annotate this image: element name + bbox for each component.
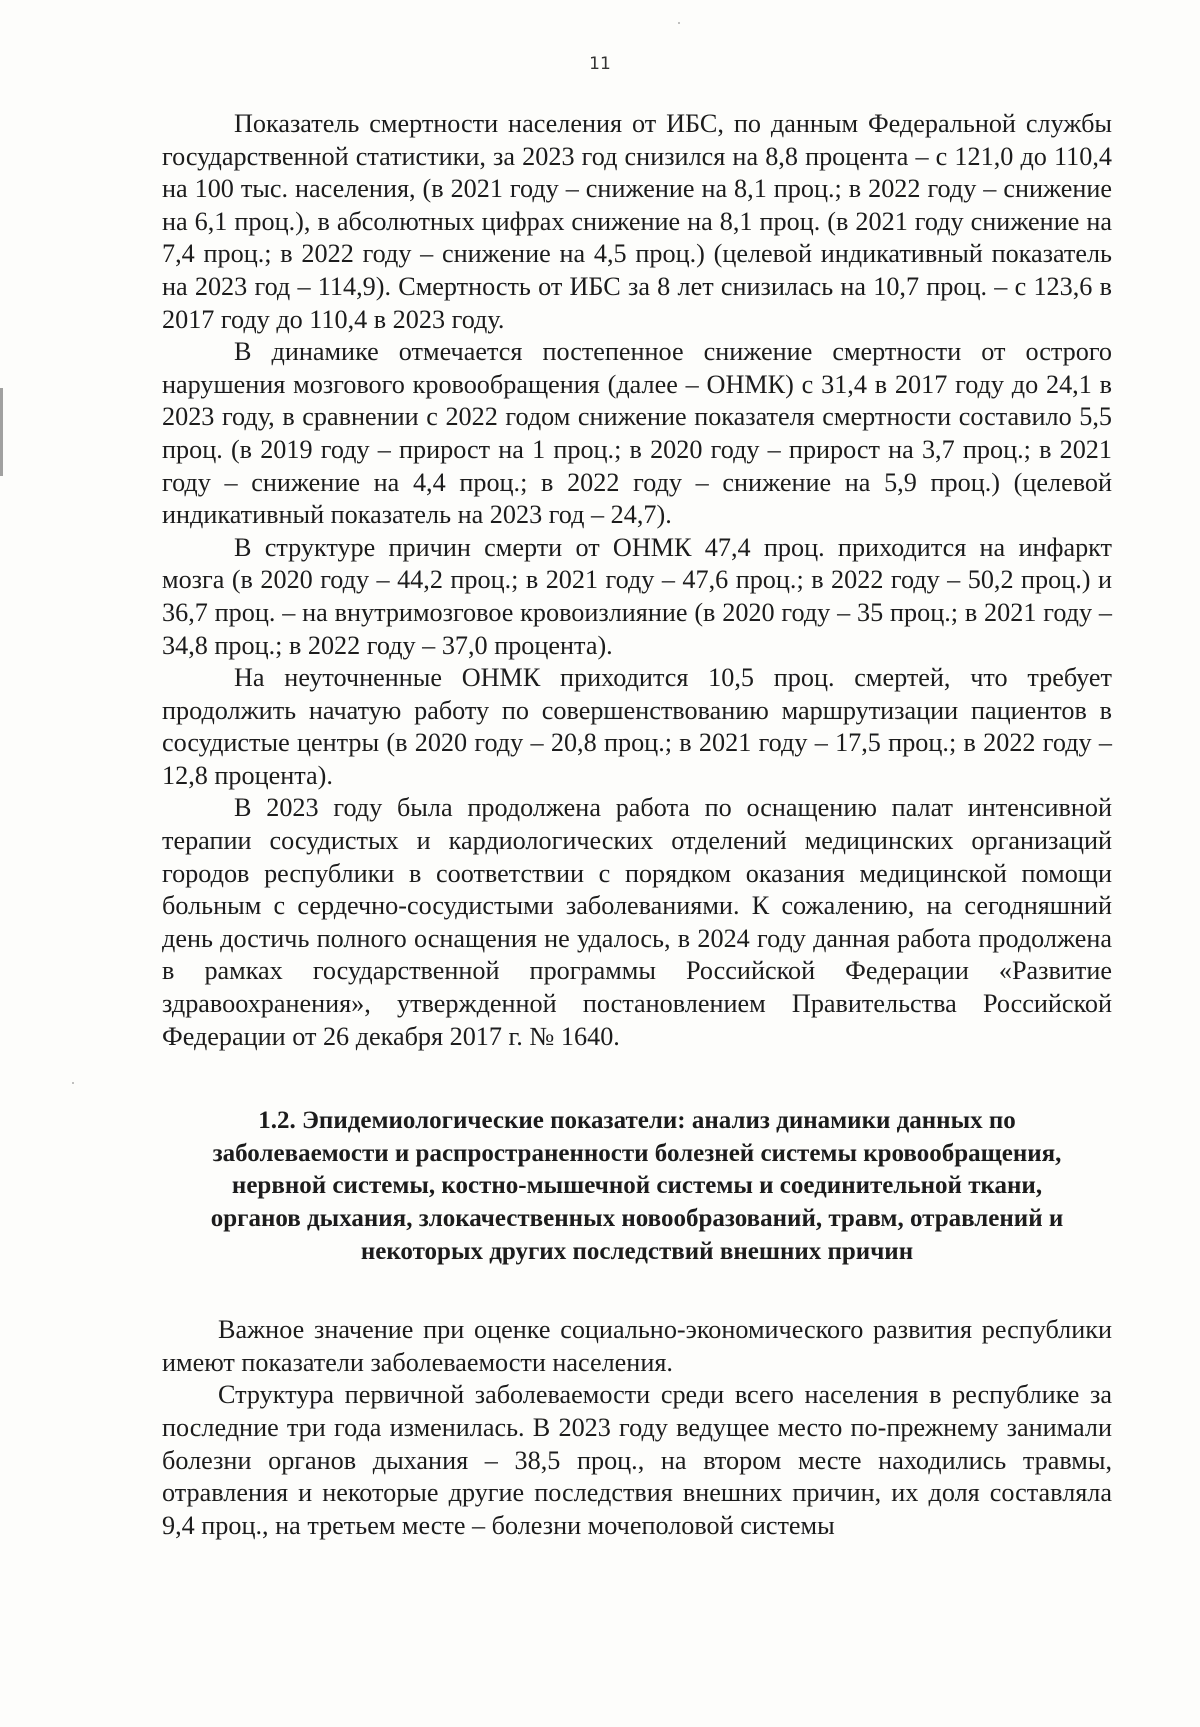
paragraph-onmk-structure: В структуре причин смерти от ОНМК 47,4 проц. приходится на инфаркт мозга (в 2020 году – 44,2 проц.; в 2021 году – 47,6 проц.; в 2022 году – 50,2 проц.) и 36,7 проц. – на внутримозговое кровоизлияние (в 2020 году – 35 проц.; в 2021 году – 34,8 проц.; в 2022 году – 37,0 процента).: [162, 532, 1112, 660]
scan-speck: [678, 22, 680, 24]
paragraph-morbidity-importance: Важное значение при оценке социально-экономического развития республики имеют показатели заболеваемости населения.: [162, 1315, 1112, 1377]
paragraph-morbidity-structure: Структура первичной заболеваемости среди всего населения в республике за последние три года изменилась. В 2023 году ведущее место по-прежнему занимали болезни органов дыхания – 38,5 проц., на втором месте находились травмы, отравления и некоторые другие последствия внешних причин, их доля составляла 9,4 проц., на третьем месте – болезни мочеполовой системы: [162, 1380, 1112, 1540]
section-heading: 1.2. Эпидемиологические показатели: анализ динамики данных по заболеваемости и распространенности болезней системы кровообращения, нервной системы, костно-мышечной системы и соединительной ткани, органов дыхания, злокачественных новообразований, травм, отравлений и некоторых других последствий внешних причин: [210, 1107, 1064, 1265]
paragraph-onmk-dynamics: В динамике отмечается постепенное снижение смертности от острого нарушения мозгового кровообращения (далее – ОНМК) с 31,4 в 2017 году до 24,1 в 2023 году, в сравнении с 2022 годом снижение показателя смертности составило 5,5 проц. (в 2019 году – прирост на 1 проц.; в 2020 году – прирост на 3,7 проц.; в 2021 году – снижение на 4,4 проц.; в 2022 году – снижение на 5,9 проц.) (целевой индикативный показатель на 2023 год – 24,7).: [162, 337, 1112, 530]
document-body: [162, 108, 1112, 1542]
scan-speck: [72, 1082, 74, 1084]
paragraph-equipment: В 2023 году была продолжена работа по оснащению палат интенсивной терапии сосудистых и кардиологических отделений медицинских организаций городов республики в соответствии с порядком оказания медицинской помощи больным с сердечно-сосудистыми заболеваниями. К сожалению, на сегодняшний день достичь полного оснащения не удалось, в 2024 году данная работа продолжена в рамках государственной программы Российской Федерации «Развитие здравоохранения», утвержденной постановлением Правительства Российской Федерации от 26 декабря 2017 г. № 1640.: [162, 793, 1112, 1051]
paragraph-ibs-mortality: Показатель смертности населения от ИБС, по данным Федеральной службы государственной статистики, за 2023 год снизился на 8,8 процента – с 121,0 до 110,4 на 100 тыс. населения, (в 2021 году – снижение на 8,1 проц.; в 2022 году – снижение на 6,1 проц.), в абсолютных цифрах снижение на 8,1 проц. (в 2021 году снижение на 7,4 проц.; в 2022 году – снижение на 4,5 проц.) (целевой индикативный показатель на 2023 год – 114,9). Смертность от ИБС за 8 лет снизилась на 10,7 проц. – с 123,6 в 2017 году до 110,4 в 2023 году.: [162, 109, 1112, 334]
scan-edge-mark: [0, 388, 3, 476]
paragraph-unspecified-onmk: На неуточненные ОНМК приходится 10,5 проц. смертей, что требует продолжить начатую работу по совершенствованию маршрутизации пациентов в сосудистые центры (в 2020 году – 20,8 проц.; в 2021 году – 17,5 проц.; в 2022 году – 12,8 процента).: [162, 663, 1112, 790]
page-number: 11: [589, 54, 611, 74]
